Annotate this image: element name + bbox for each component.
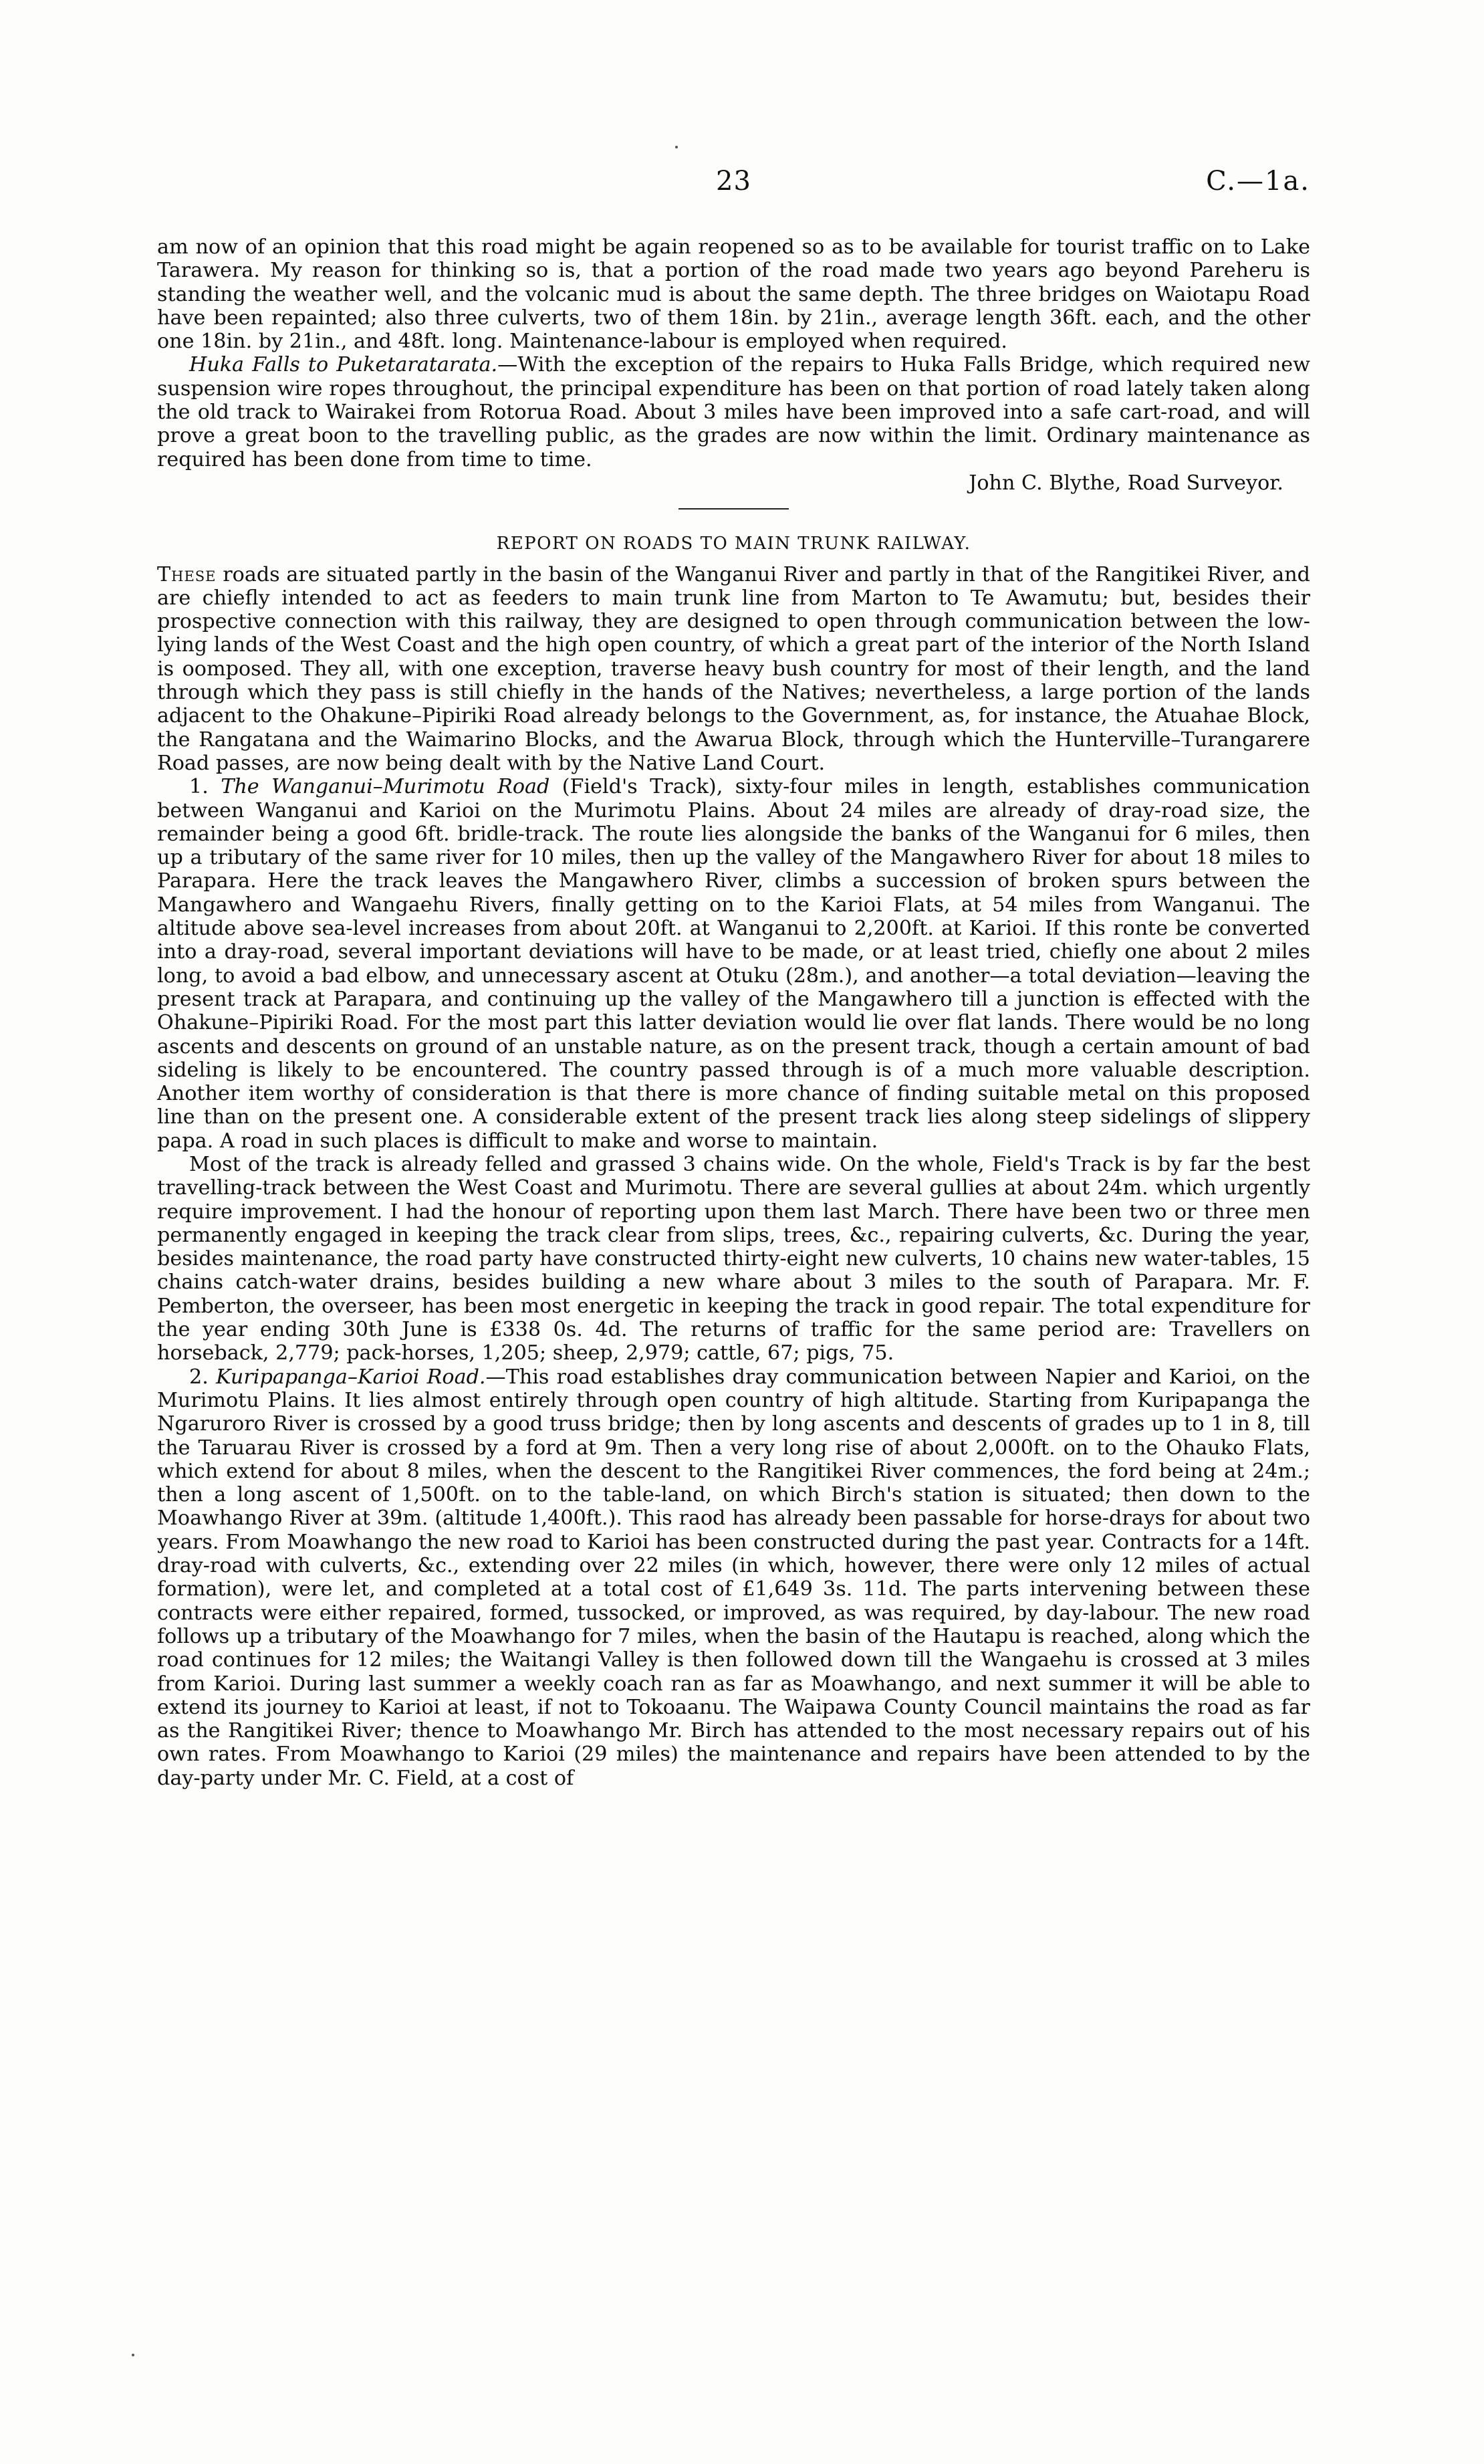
document-reference: C.—1a.: [1206, 166, 1310, 197]
paragraph-fields-track: Most of the track is already felled and grassed 3 chains wide. On the whole, Field's Track is by far the best travelling-track between the West Coast and Murimotu. There are several gullies at about 24m. which urgently require improvement. I had the honour of reporting upon them last March. There have been two or three men permanently engaged in keeping the track clear from slips, trees, &c., repairing culverts, &c. During the year, besides maintenance, the road party have constructed thirty-eight new culverts, 10 chains new water-tables, 15 chains catch-water drains, besides building a new whare about 3 miles to the south of Parapara. Mr. F. Pemberton, the overseer, has been most energetic in keeping the track in good repair. The total expenditure for the year ending 30th June is £338 0s. 4d. The returns of traffic for the same period are: Travellers on horseback, 2,779; pack-horses, 1,205; sheep, 2,979; cattle, 67; pigs, 75.: [157, 1152, 1310, 1365]
page-header: [157, 166, 1310, 206]
intro-lead-word: These: [157, 562, 217, 586]
intro-body: roads are situated partly in the basin of the Wanganui River and partly in that of the Rangitikei River, and are chiefly intended to act as feeders to main trunk line from Marton to Te Awamutu; but, besides their prospective connection with this railway, they are designed to open through communication between the low-lying lands of the West Coast and the high open country, of which a great part of the interior of the North Island is oomposed. They all, with one exception, traverse heavy bush country for most of their length, and the land through which they pass is still chiefly in the hands of the Natives; nevertheless, a large portion of the lands adjacent to the Ohakune–Pipiriki Road already belongs to the Government, as, for instance, the Atuahae Block, the Rangatana and the Waimarino Blocks, and the Awarua Block, through which the Hunterville–Turangarere Road passes, are now being dealt with by the Native Land Court.: [157, 562, 1310, 775]
section-title-kuripapanga-karioi: Kuripapanga–Karioi Road.: [216, 1365, 486, 1389]
page-number: 23: [716, 166, 751, 197]
paragraph-wanganui-murimotu-body: (Field's Track), sixty-four miles in length, establishes communication between Wanganui and Karioi on the Murimotu Plains. About 24 miles are already of dray-road size, the remainder being a good 6ft. bridle-track. The route lies alongside the banks of the Wanganui for 6 miles, then up a tributary of the same river for 10 miles, then up the valley of the Mangawhero River for about 18 miles to Parapara. Here the track leaves the Mangawhero River, climbs a succession of broken spurs between the Mangawhero and Wangaehu Rivers, finally getting on to the Karioi Flats, at 54 miles from Wanganui. The altitude above sea-level increases from about 20ft. at Wanganui to 2,200ft. at Karioi. If this ronte be converted into a dray-road, several important deviations will have to be made, or at least tried, chiefly one about 2 miles long, to avoid a bad elbow, and unnecessary ascent at Otuku (28m.), and another—a total deviation—leaving the present track at Parapara, and continuing up the valley of the Mangawhero till a junction is effected with the Ohakune–Pipiriki Road. For the most part this latter deviation would lie over flat lands. There would be no long ascents and descents on ground of an unstable nature, as on the present track, though a certain amount of bad sideling is likely to be encountered. The country passed through is of a much more valuable description. Another item worthy of consideration is that there is more chance of finding suitable metal on this proposed line than on the present one. A considerable extent of the present track lies along steep sidelings of slippery papa. A road in such places is difficult to make and worse to maintain.: [157, 775, 1310, 1153]
paragraph-tourist-traffic: am now of an opinion that this road might be again reopened so as to be available for tourist traffic on to Lake Tarawera. My reason for thinking so is, that a portion of the road made two years ago beyond Pareheru is standing the weather well, and the volcanic mud is about the same depth. The three bridges on Waiotapu Road have been repainted; also three culverts, two of them 18in. by 21in., average length 36ft. each, and the other one 18in. by 21in., and 48ft. long. Maintenance-labour is employed when required.: [157, 235, 1310, 354]
section-divider: [678, 508, 789, 510]
item-number-1: 1.: [189, 775, 221, 799]
paragraph-huka-falls-body: —With the exception of the repairs to Huka Falls Bridge, which required new suspension wire ropes throughout, the principal expenditure has been on that portion of road lately taken along the old track to Wairakei from Rotorua Road. About 3 miles have been improved into a safe cart-road, and will prove a great boon to the travelling public, as the grades are now within the limit. Ordinary maintenance as required has been done from time to time.: [157, 353, 1310, 471]
body-text: [157, 235, 1310, 1790]
paragraph-intro: [157, 563, 1310, 776]
paragraph-wanganui-murimotu: [157, 775, 1310, 1153]
paragraph-kuripapanga-karioi-body: —This road establishes dray communication between Napier and Karioi, on the Murimotu Plains. It lies almost entirely through open country of high altitude. Starting from Kuripapanga the Ngaruroro River is crossed by a good truss bridge; then by long ascents and descents of grades up to 1 in 8, till the Taruarau River is crossed by a ford at 9m. Then a very long rise of about 2,000ft. on to the Ohauko Flats, which extend for about 8 miles, when the descent to the Rangitikei River commences, the ford being at 24m.; then a long ascent of 1,500ft. on to the table-land, on which Birch's station is situated; then down to the Moawhango River at 39m. (altitude 1,400ft.). This raod has already been passable for horse-drays for about two years. From Moawhango the new road to Karioi has been constructed during the past year. Contracts for a 14ft. dray-road with culverts, &c., extending over 22 miles (in which, however, there were only 12 miles of actual formation), were let, and completed at a total cost of £1,649 3s. 11d. The parts intervening between these contracts were either repaired, formed, tussocked, or improved, as was required, by day-labour. The new road follows up a tributary of the Moawhango for 7 miles, when the basin of the Hautapu is reached, along which the road continues for 12 miles; the Waitangi Valley is then followed down till the Wangaehu is crossed at 3 miles from Karioi. During last summer a weekly coach ran as far as Moawhango, and next summer it will be able to extend its journey to Karioi at least, if not to Tokoaanu. The Waipawa County Council maintains the road as far as the Rangitikei River; thence to Moawhango Mr. Birch has attended to the most necessary repairs out of his own rates. From Moawhango to Karioi (29 miles) the maintenance and repairs have been attended to by the day-party under Mr. C. Field, at a cost of: [157, 1365, 1310, 1790]
section-title-wanganui-murimotu: The Wanganui–Murimotu Road: [221, 775, 550, 799]
paragraph-huka-falls: [157, 353, 1310, 471]
paragraph-kuripapanga-karioi: [157, 1365, 1310, 1790]
print-speck: [132, 2354, 134, 2356]
signature: John C. Blythe, Road Surveyor.: [969, 471, 1283, 495]
item-number-2: 2.: [189, 1365, 217, 1389]
section-title-huka-falls: Huka Falls to Puketaratarata.: [189, 353, 498, 377]
report-heading: REPORT ON ROADS TO MAIN TRUNK RAILWAY.: [496, 534, 971, 554]
print-speck: [675, 146, 678, 148]
signature-line: [157, 471, 1310, 495]
